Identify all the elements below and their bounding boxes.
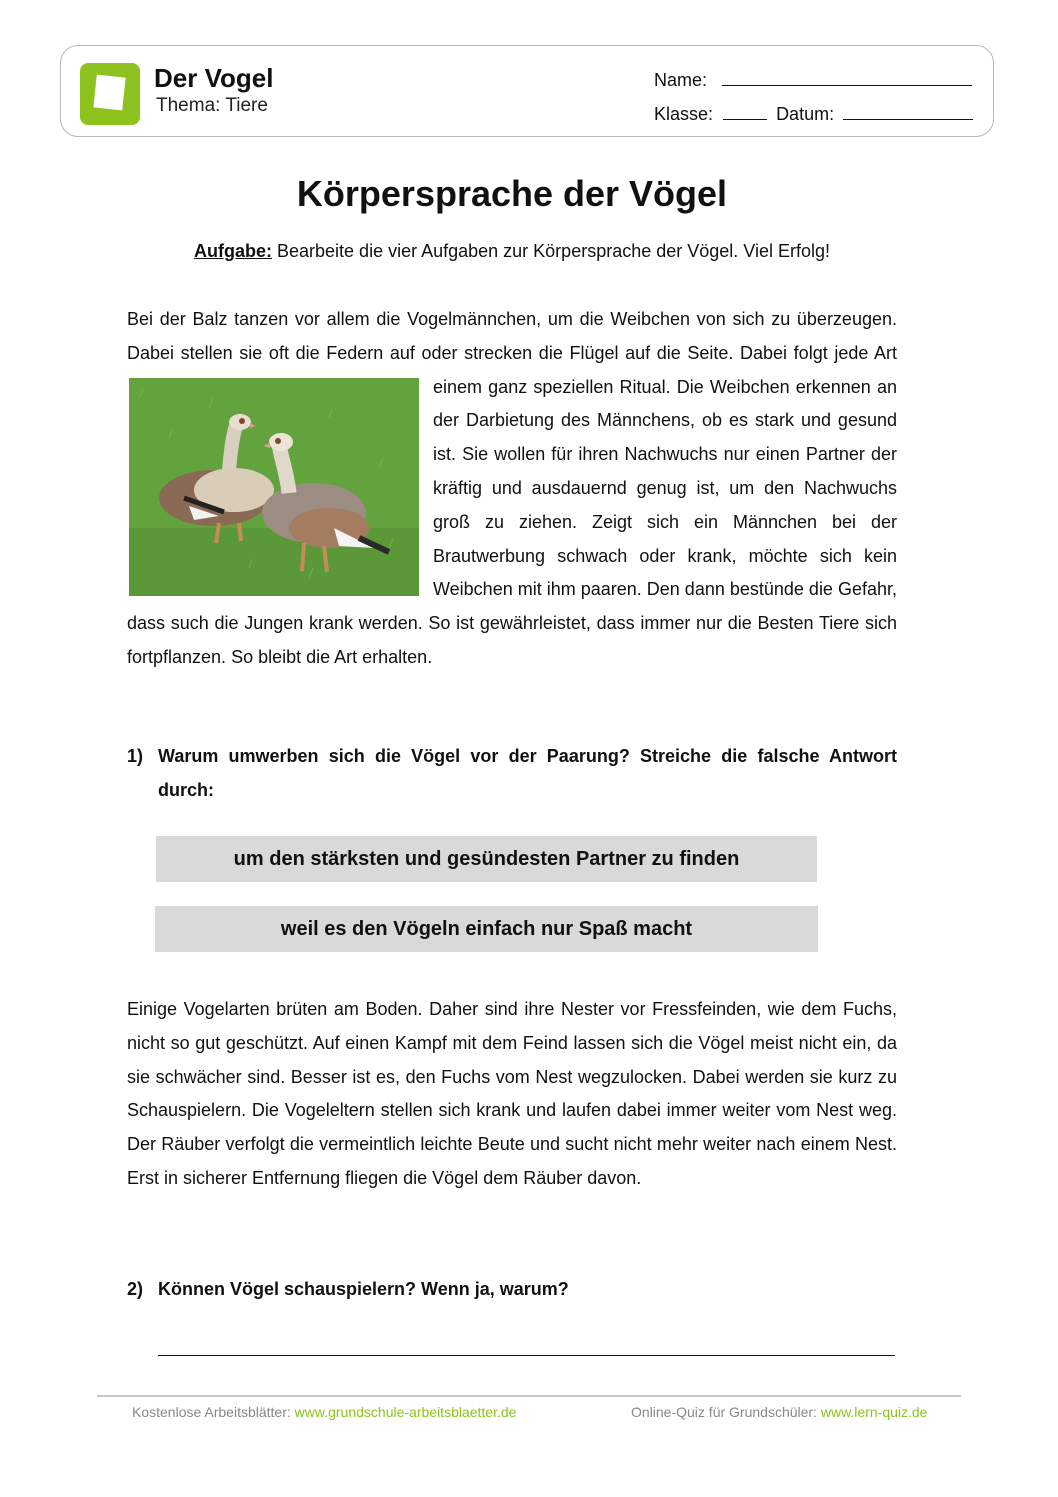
footer-worksheets [132,1404,516,1420]
question-2 [127,1273,897,1307]
class-label: Klasse: [654,104,714,124]
page-title: Körpersprache der Vögel [296,173,728,214]
worksheet-title: Der Vogel [154,63,274,93]
paragraph-courtship [127,303,897,675]
footer-quiz-link[interactable]: www.lern-quiz.de [820,1404,928,1420]
footer-divider [97,1395,961,1397]
task-instruction [0,241,1024,262]
footer-quiz-label: Online-Quiz für Grundschüler: [631,1404,821,1420]
name-label: Name: [654,70,708,90]
footer-worksheets-link[interactable]: www.grundschule-arbeitsblaetter.de [294,1404,517,1420]
class-field[interactable] [723,103,767,120]
paragraph-acting: Einige Vogelarten brüten am Boden. Daher sind ihre Nester vor Fressfeinden, wie dem Fuchs, nicht so gut geschützt. Auf einen Kampf mit dem Feind lassen sich die Vögel meist nicht ein, da sie schwächer sind. Besser ist es, den Fuchs vom Nest wegzulocken. Dabei werden sie kurz zu Schauspielern. Die Vogeleltern stellen sich krank und laufen dabei immer weiter vom Nest weg. Der Räuber verfolgt die vermeintlich leichte Beute und sucht nicht mehr weiter nach einem Nest. Erst in sicherer Entfernung fliegen die Vögel dem Räuber davon. [127,999,897,1188]
name-row [654,69,972,91]
logo-paper-icon [93,75,125,111]
header-title-block [154,63,273,117]
question-1-text: Warum umwerben sich die Vögel vor der Paarung? Streiche die falsche Antwort durch: [158,746,897,800]
date-label: Datum: [776,104,835,124]
brand-logo [80,63,140,125]
question-1 [127,740,897,808]
name-field[interactable] [722,69,972,86]
question-2-text: Können Vögel schauspielern? Wenn ja, warum? [158,1279,569,1299]
task-label: Aufgabe: [194,241,272,261]
task-text: Bearbeite die vier Aufgaben zur Körpersprache der Vögel. Viel Erfolg! [272,241,830,261]
date-field[interactable] [843,103,973,120]
answer-writing-line[interactable] [158,1355,895,1356]
footer-worksheets-label: Kostenlose Arbeitsblätter: [132,1404,295,1420]
worksheet-topic: Thema: Tiere [156,95,268,116]
paragraph1-text: Bei der Balz tanzen vor allem die Vogelmännchen, um die Weibchen von sich zu überzeugen. Dabei stellen sie oft die Federn auf oder strecken die Flügel auf die Seite. Dabei folgt jede Art einem ganz speziellen Ritual. Die Weibchen erkennen an der Darbietung des Männchens, ob es stark und gesund ist. Sie wollen für ihren Nachwuchs nur einen Partner der kräftig und ausdauernd genug ist, um den Nachwuchs groß zu ziehen. Zeigt sich ein Männchen bei der Brautwerbung schwach oder krank, möchte sich kein Weibchen mit ihm paaren. Den dann bestünde die Gefahr, dass such die Jungen krank werden. So ist gewährleistet, dass immer nur die Besten Tiere sich fortpflanzen. So bleibt die Art erhalten. [127,309,897,667]
worksheet-header [60,45,994,137]
answer-option-2[interactable]: weil es den Vögeln einfach nur Spaß macht [155,906,818,952]
egyptian-geese-photo [129,378,419,596]
class-date-row [654,103,973,125]
footer-quiz [631,1404,927,1420]
question-1-number: 1) [127,746,144,766]
question-2-number: 2) [127,1279,144,1299]
answer-option-1[interactable]: um den stärksten und gesündesten Partner zu finden [156,836,817,882]
